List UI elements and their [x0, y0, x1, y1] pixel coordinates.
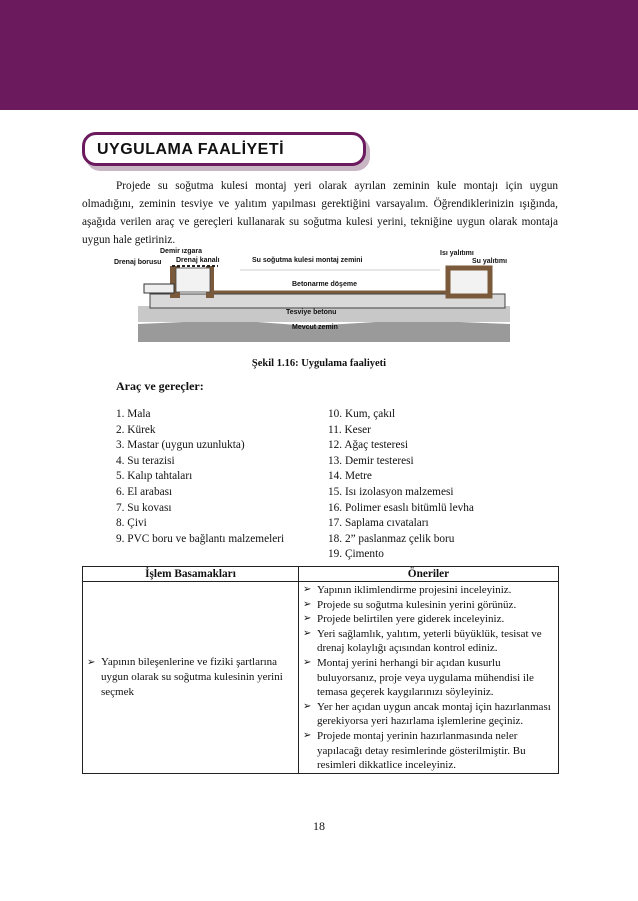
suggestions-list [299, 583, 558, 773]
suggestion-text: Yer her açıdan uygun ancak montaj için hazırlanması gerekiyorsa yeri hazırlama işlemlerine geçiniz. [317, 700, 551, 728]
tool-item: 11. Keser [328, 423, 371, 436]
tool-item: 7. Su kovası [116, 501, 172, 514]
label-demir-izgara: Demir ızgara [160, 248, 203, 255]
tool-item: 15. Isı izolasyon malzemesi [328, 485, 454, 498]
suggestion-text: Montaj yerini herhangi bir açıdan kusurlu buluyorsanız, proje veya uygulama mühendisi ile temasa geçerek kaygılarınızı söyleyiniz. [317, 656, 534, 699]
tool-item: 14. Metre [328, 470, 372, 483]
arrow-bullet-icon: ➢ [303, 584, 312, 595]
suggestion-text: Yapının iklimlendirme projesini inceleyiniz. [317, 584, 512, 596]
tools-title: Araç ve gereçler: [116, 379, 204, 393]
label-su-yalitimi: Su yalıtımı [472, 258, 508, 265]
tool-item: 19. Çimento [328, 548, 384, 561]
tool-item: 4. Su terazisi [116, 454, 175, 467]
label-drenaj-borusu: Drenaj borusu [114, 259, 162, 266]
tool-item: 13. Demir testeresi [328, 454, 414, 467]
right-pedestal [448, 268, 490, 296]
suggestion-item [303, 700, 554, 729]
drain-pipe [144, 284, 174, 293]
header-steps: İşlem Basamakları [83, 567, 299, 582]
label-mevcut-zemin: Mevcut zemin [292, 324, 338, 331]
arrow-bullet-icon: ➢ [303, 729, 312, 741]
tool-item: 1. Mala [116, 408, 151, 420]
step-cell [83, 582, 299, 774]
tool-item: 9. PVC boru ve bağlantı malzemeleri [116, 532, 285, 545]
suggestion-item [303, 583, 554, 598]
tool-item: 3. Mastar (uygun uzunlukta) [116, 439, 245, 452]
tool-item: 18. 2” paslanmaz çelik boru [328, 532, 455, 545]
table-header-row [83, 567, 559, 582]
suggestion-item [303, 598, 554, 613]
figure-caption: Şekil 1.16: Uygulama faaliyeti [251, 358, 387, 369]
header-band [0, 0, 638, 110]
label-montaj-zemini: Su soğutma kulesi montaj zemini [252, 257, 363, 264]
arrow-bullet-icon: ➢ [87, 656, 96, 668]
suggestion-text: Yeri sağlamlık, yalıtım, yeterli büyüklük, tesisat ve drenaj kolaylığı açısından kontrol ediniz. [317, 627, 542, 655]
intro-paragraph: Projede su soğutma kulesi montaj yeri olarak ayrılan zeminin kule montajı için uygun olmadığını, zeminin tesviye ve yalıtım yapılması gerektiğini varsayalım. Öğrendiklerinizin ışığında, aşağıda verilen araç ve gereçleri kullanarak su soğutma kulesi yerini, tekniğine uygun olarak montaja uygun hale getiriniz. [82, 180, 558, 246]
suggestion-item [303, 656, 554, 700]
label-drenaj-kanali: Drenaj kanalı [176, 257, 220, 264]
arrow-bullet-icon: ➢ [303, 700, 312, 712]
label-isi-yalitimi: Isı yalıtımı [440, 250, 474, 257]
label-tesviye: Tesviye betonu [286, 309, 337, 316]
tool-item: 17. Saplama cıvataları [328, 517, 429, 530]
section-title: UYGULAMA FAALİYETİ [97, 141, 285, 158]
drain-channel [176, 268, 210, 292]
steps-table [82, 566, 559, 774]
tool-item: 12. Ağaç testeresi [328, 439, 408, 452]
tool-item: 5. Kalıp tahtaları [116, 470, 193, 483]
suggestion-text: Projede su soğutma kulesinin yerini görünüz. [317, 598, 517, 611]
suggestion-item [303, 729, 554, 773]
arrow-bullet-icon: ➢ [303, 613, 312, 625]
tools-list-left [116, 407, 284, 547]
suggestion-item [303, 612, 554, 627]
header-suggestions: Öneriler [299, 567, 559, 582]
table-row [83, 582, 559, 774]
label-betonarme: Betonarme döşeme [292, 281, 357, 288]
figure-foundation-diagram [110, 246, 528, 346]
arrow-bullet-icon: ➢ [303, 627, 312, 639]
suggestions-cell [299, 582, 559, 774]
tool-item: 2. Kürek [116, 423, 156, 436]
tool-item: 16. Polimer esaslı bitümlü levha [328, 501, 474, 514]
section-banner [82, 132, 366, 166]
suggestion-item [303, 627, 554, 656]
step-item [83, 655, 298, 700]
page-number: 18 [313, 819, 325, 833]
tools-list-right [328, 407, 474, 563]
arrow-bullet-icon: ➢ [303, 598, 312, 610]
tool-item: 6. El arabası [116, 485, 173, 498]
suggestion-text: Projede montaj yerinin hazırlanmasında neler yapılacağı detay resimlerinde gösterilmiştir. Bu resimleri dikkatlice inceleyiniz. [317, 729, 526, 772]
arrow-bullet-icon: ➢ [303, 656, 312, 668]
tool-item: 8. Çivi [116, 517, 147, 530]
tool-item: 10. Kum, çakıl [328, 408, 396, 420]
step-text: Yapının bileşenlerine ve fiziki şartlarına uygun olarak su soğutma kulesinin yerini seçmek [101, 655, 283, 698]
suggestion-text: Projede belirtilen yere giderek inceleyiniz. [317, 613, 505, 626]
